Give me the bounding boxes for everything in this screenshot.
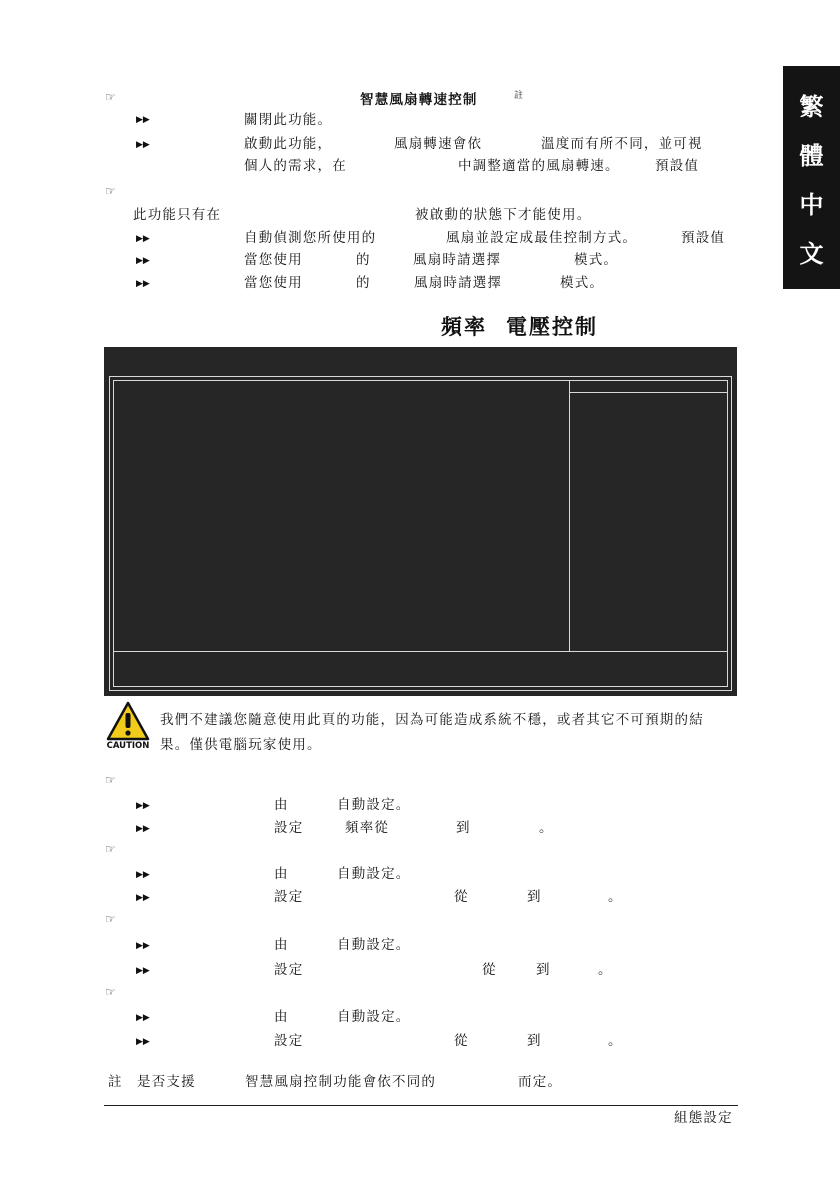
fan-mode-intro-b: 被啟動的狀態下才能使用。	[415, 207, 592, 223]
footer-rule	[104, 1105, 738, 1106]
pointing-hand-icon: ☞	[105, 985, 116, 999]
fan-mode-auto-desc-b: 風扇並設定成最佳控制方式。	[446, 230, 638, 246]
setting-auto-b: 自動設定。	[337, 866, 411, 882]
fan-mode-pwm-a: 當您使用	[244, 275, 303, 291]
setting-auto-a: 由	[274, 937, 289, 953]
side-tab-char: 體	[799, 140, 824, 170]
bios-screen-image	[104, 347, 737, 696]
pointing-hand-icon: ☞	[105, 912, 116, 926]
arrow-bullet-icon: ▶▶	[136, 893, 150, 903]
bios-status-divider	[114, 651, 727, 652]
fan-option-enabled-desc-a: 啟動此功能，	[244, 136, 333, 152]
fan-option-enabled-desc-d: 個人的需求，在	[244, 158, 347, 174]
fan-option-enabled-desc-c: 溫度而有所不同，並可視	[541, 136, 703, 152]
pointing-hand-icon: ☞	[105, 773, 116, 787]
fan-section-heading: 智慧風扇轉速控制	[360, 92, 478, 108]
default-value-label: 預設值	[655, 158, 700, 174]
fan-option-enabled-desc-b: 風扇轉速會依	[394, 136, 483, 152]
caution-text-line1: 我們不建議您隨意使用此頁的功能，因為可能造成系統不穩，或者其它不可預期的結	[160, 712, 704, 728]
pointing-hand-icon: ☞	[105, 842, 116, 856]
arrow-bullet-icon: ▶▶	[136, 801, 150, 811]
bios-help-header-line	[569, 392, 727, 393]
arrow-bullet-icon: ▶▶	[136, 1037, 150, 1047]
setting-auto-b: 自動設定。	[337, 797, 411, 813]
footnote-marker: 註	[514, 91, 525, 101]
setting-end: 。	[539, 820, 554, 836]
arrow-bullet-icon: ▶▶	[136, 115, 150, 125]
arrow-bullet-icon: ▶▶	[136, 824, 150, 834]
fan-mode-auto-desc-a: 自動偵測您所使用的	[244, 230, 377, 246]
footnote-mark: 註	[108, 1074, 123, 1090]
bios-outer-frame	[109, 376, 732, 691]
arrow-bullet-icon: ▶▶	[136, 941, 150, 951]
bios-column-divider	[569, 381, 570, 651]
arrow-bullet-icon: ▶▶	[136, 1013, 150, 1023]
fan-option-enabled-desc-e: 中調整適當的風扇轉速。	[458, 158, 620, 174]
caution-text-line2: 果。僅供電腦玩家使用。	[160, 737, 322, 753]
fan-mode-pwm-b: 的	[356, 275, 371, 291]
setting-from: 從	[482, 962, 497, 978]
fan-mode-voltage-c: 風扇時請選擇	[413, 252, 502, 268]
setting-set: 設定	[274, 889, 304, 905]
arrow-bullet-icon: ▶▶	[136, 234, 150, 244]
setting-set: 設定	[274, 962, 304, 978]
setting-auto-a: 由	[274, 1009, 289, 1025]
arrow-bullet-icon: ▶▶	[136, 966, 150, 976]
setting-to: 到	[527, 1033, 542, 1049]
fan-mode-voltage-a: 當您使用	[244, 252, 303, 268]
pointing-hand-icon: ☞	[105, 90, 116, 104]
arrow-bullet-icon: ▶▶	[136, 140, 150, 150]
footnote-text-b: 智慧風扇控制功能會依不同的	[245, 1074, 437, 1090]
setting-set: 設定	[274, 820, 304, 836]
side-tab-char: 文	[799, 238, 824, 268]
default-value-label: 預設值	[681, 230, 726, 246]
setting-from: 從	[454, 889, 469, 905]
fan-mode-pwm-d: 模式。	[560, 275, 605, 291]
setting-end: 。	[598, 962, 613, 978]
setting-freq-from: 頻率從	[345, 820, 390, 836]
setting-auto-a: 由	[274, 866, 289, 882]
setting-to: 到	[527, 889, 542, 905]
fan-mode-voltage-d: 模式。	[574, 252, 619, 268]
footnote-text-a: 是否支援	[137, 1074, 196, 1090]
fan-mode-voltage-b: 的	[356, 252, 371, 268]
arrow-bullet-icon: ▶▶	[136, 279, 150, 289]
footnote-text-c: 而定。	[518, 1074, 563, 1090]
side-language-tab	[783, 66, 840, 289]
arrow-bullet-icon: ▶▶	[136, 870, 150, 880]
setting-end: 。	[608, 1033, 623, 1049]
section-title-frequency: 頻率	[441, 314, 487, 339]
pointing-hand-icon: ☞	[105, 184, 116, 198]
setting-auto-a: 由	[274, 797, 289, 813]
setting-end: 。	[608, 889, 623, 905]
setting-to: 到	[456, 820, 471, 836]
setting-auto-b: 自動設定。	[337, 1009, 411, 1025]
fan-mode-intro-a: 此功能只有在	[133, 207, 222, 223]
caution-label: CAUTION	[106, 741, 150, 751]
setting-auto-b: 自動設定。	[337, 937, 411, 953]
fan-mode-pwm-c: 風扇時請選擇	[414, 275, 503, 291]
setting-set: 設定	[274, 1033, 304, 1049]
setting-from: 從	[454, 1033, 469, 1049]
side-tab-char: 繁	[799, 91, 824, 121]
bios-inner-frame	[113, 380, 728, 687]
setting-to: 到	[536, 962, 551, 978]
arrow-bullet-icon: ▶▶	[136, 256, 150, 266]
footer-section-label: 組態設定	[674, 1110, 733, 1126]
section-title-voltage: 電壓控制	[506, 314, 598, 339]
fan-option-disabled-desc: 關閉此功能。	[244, 112, 333, 128]
side-tab-char: 中	[799, 189, 824, 219]
